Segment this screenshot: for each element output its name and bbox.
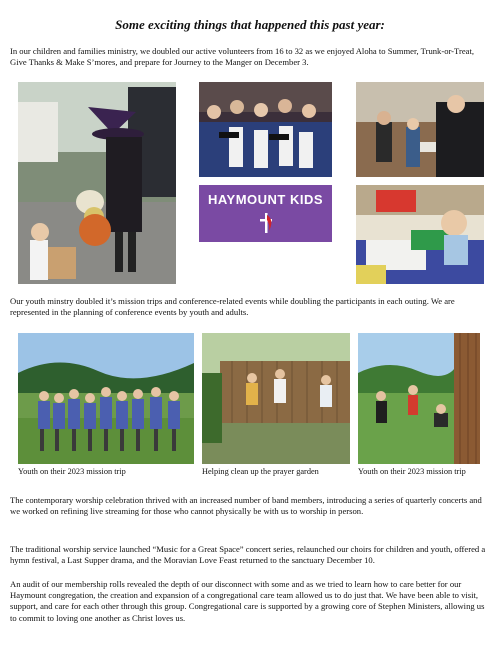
youth-ministry-paragraph: Our youth minstry doubled it’s mission trips and conference-related events while doubling the participants in each outing. We are represented in the planning of conference events by youth and adults. [10, 296, 455, 318]
children-ministry-paragraph: In our children and families ministry, we doubled our active volunteers from 16 to 32 as we enjoyed Aloha to Summer, Trunk-or-Treat, Give Thanks & Make S’mores, and prepare for Journey to the Manger on December 3. [10, 46, 475, 68]
mission-trip-group-photo [18, 333, 194, 464]
caption-mission-trip-1: Youth on their 2023 mission trip [18, 467, 126, 476]
methodist-cross-flame-icon [257, 211, 275, 235]
page-title: Some exciting things that happened this past year: [115, 17, 385, 32]
caption-prayer-garden: Helping clean up the prayer garden [202, 467, 319, 476]
traditional-worship-paragraph: The traditional worship service launched “Music for a Great Space” concert series, relaunched our choirs for children and youth, offered a hymn festival, a Last Supper drama, and the Moravian Love Feast returned to the sanctuary December 10. [10, 544, 486, 566]
contemporary-worship-paragraph: The contemporary worship celebration thrived with an increased number of band members, introducing a series of quarterly concerts and we worked on refining live streaming for those who cannot physically be with us to worship in person. [10, 495, 482, 517]
caption-mission-trip-2: Youth on their 2023 mission trip [358, 467, 466, 476]
choir-photo [199, 82, 332, 177]
trunk-or-treat-photo [18, 82, 176, 284]
membership-care-paragraph: An audit of our membership rolls revealed the depth of our disconnect with some and as we tried to learn how to care better for our Haymount congregation, the creation and expansion of a congregational care team allowed us to do just that. We have been able to visit, support, and care for each other through this group. Congregational care is supported by a growing core of Stephen Ministers, allowing us to commit to loving one another as Christ loves us. [10, 579, 485, 623]
prayer-garden-photo [202, 333, 350, 464]
haymount-kids-logo-text: HAYMOUNT KIDS [207, 192, 324, 207]
mission-trip-yard-photo [358, 333, 480, 464]
communion-photo [356, 82, 484, 177]
haymount-kids-logo [199, 185, 332, 242]
classroom-photo [356, 185, 484, 284]
